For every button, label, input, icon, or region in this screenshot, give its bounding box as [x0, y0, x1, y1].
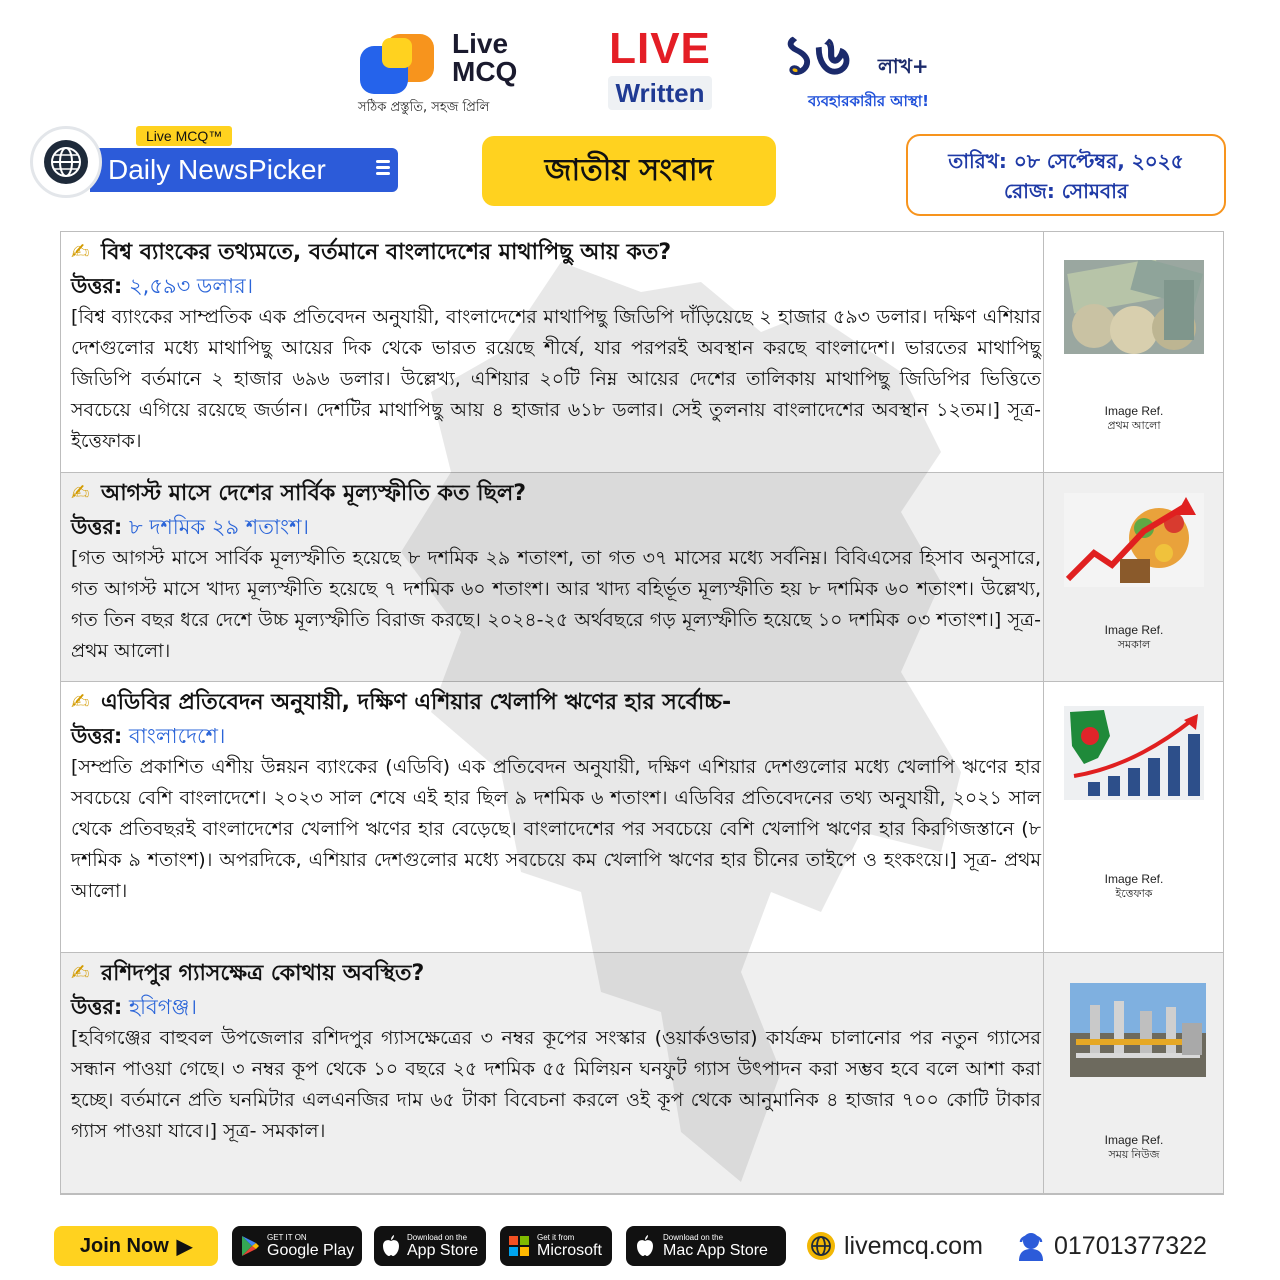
writing-hand-icon: ✍: [71, 240, 90, 265]
web-globe-icon: [806, 1231, 836, 1261]
news-row: [61, 232, 1223, 473]
answer-value: ২,৫৯৩ ডলার।: [129, 274, 254, 298]
phone-text: 01701377322: [1054, 1231, 1207, 1260]
app-store-small: Download on the: [407, 1232, 468, 1242]
newspicker-title-bar: [90, 148, 398, 192]
live-label: LIVE: [609, 24, 711, 73]
livemcq-logo-mark: [360, 34, 440, 98]
question-text: আগস্ট মাসে দেশের সার্বিক মূল্যস্ফীতি কত ছিল?: [101, 481, 526, 506]
answer-value: হবিগঞ্জ।: [129, 995, 197, 1019]
gasfield-image: [1070, 983, 1206, 1077]
apple-icon: [634, 1234, 656, 1258]
image-ref-cell: [1043, 682, 1223, 952]
date-box: [906, 134, 1226, 216]
microsoft-store-button[interactable]: [500, 1226, 612, 1266]
news-text: [71, 236, 1041, 457]
app-store-big: App Store: [407, 1241, 479, 1259]
explanation: [বিশ্ব ব্যাংকের সাম্প্রতিক এক প্রতিবেদন অনুযায়ী, বাংলাদেশের মাথাপিছু জিডিপি দাঁড়িয়েছে ২ হাজার ৫৯৩ ডলার। দক্ষিণ এশিয়ার দেশগুলোর মধ্যে মাথাপিছু আয়ের দিক থেকে ভারত রয়েছে শীর্ষে, যার পরপরই অবস্থান করছে বাংলাদেশ। ভারতের মাথাপিছু জিডিপি বর্তমানে ২ হাজার ৬৯৬ ডলার। উল্লেখ্য, এশিয়ার ২০টি নিম্ন আয়ের দেশের তালিকায় মাথাপিছু জিডিপির ভিত্তিতে সবচেয়ে এগিয়ে রয়েছে জর্ডান। দেশটির মাথাপিছু আয় ৪ হাজার ৬১৮ ডলার। সেই তুলনায় বাংলাদেশের অবস্থান ১২তম।] সূত্র-ইত্তেফাক।: [71, 306, 1041, 452]
live-written-logo: [608, 26, 712, 116]
image-ref-cell: [1043, 232, 1223, 472]
play-arrow-icon: ▶: [176, 1235, 193, 1258]
date-line: তারিখ: ০৮ সেপ্টেম্বর, ২০২৫: [948, 149, 1184, 173]
mac-app-store-big: Mac App Store: [663, 1241, 768, 1259]
image-ref: [1044, 1133, 1224, 1163]
footer: [0, 1222, 1280, 1268]
image-ref: [1044, 404, 1224, 434]
image-ref-label: Image Ref.: [1104, 404, 1164, 418]
image-ref-label: Image Ref.: [1104, 872, 1164, 886]
logo-name-line1: Live: [452, 28, 509, 59]
news-text: [71, 957, 1041, 1147]
explanation: [গত আগস্ট মাসে সার্বিক মূল্যস্ফীতি হয়েছে ৮ দশমিক ২৯ শতাংশ, তা গত ৩৭ মাসের মধ্যে সর্বনিম্ন। বিবিএসের হিসাব অনুসারে, গত আগস্ট মাসে খাদ্য মূল্যস্ফীতি হয়েছে ৭ দশমিক ৬০ শতাংশ। আর খাদ্য বহির্ভূত মূল্যস্ফীতি হয় ৮ দশমিক ৬০ শতাংশ। উল্লেখ্য, গত তিন বছর ধরে দেশে উচ্চ মূল্যস্ফীতি বিরাজ করছে। ২০২৪-২৫ অর্থবছরে গড় মূল্যস্ফীতি হয়েছে ১০ দশমিক ০৩ শতাংশ।] সূত্র- প্রথম আলো।: [71, 547, 1041, 662]
mac-app-store-button[interactable]: [626, 1226, 786, 1266]
explanation: [হবিগঞ্জের বাহুবল উপজেলার রশিদপুর গ্যাসক্ষেত্রের ৩ নম্বর কূপের সংস্কার (ওয়ার্কওভার) কার্যক্রম চালানোর পর নতুন গ্যাসের সন্ধান পাওয়া গেছে। ৩ নম্বর কূপ থেকে ১০ বছরে ২৫ দশমিক ৫৫ মিলিয়ন ঘনফুট গ্যাস উৎপাদন করা সম্ভব হবে বলে আশা করা হচ্ছে। বর্তমানে প্রতি ঘনমিটার এলএনজির দাম ৬৫ টাকা বিবেচনা করলে ওই কূপ থেকে আনুমানিক ৪ হাজার ৭০০ কোটি টাকার গ্যাস পাওয়া যাবে।] সূত্র- সমকাল।: [71, 1027, 1041, 1142]
logo-tagline: সঠিক প্রস্তুতি, সহজ প্রিলি: [358, 100, 490, 115]
google-play-icon: [240, 1234, 260, 1258]
answer-label: উত্তর:: [71, 515, 123, 539]
news-table: [60, 231, 1224, 1195]
news-text: [71, 477, 1041, 667]
image-ref-source: প্রথম আলো: [1107, 420, 1161, 432]
answer: [71, 991, 1041, 1023]
users-suffix: লাখ+: [878, 54, 929, 78]
answer-label: উত্তর:: [71, 724, 123, 748]
mac-app-store-small: Download on the: [663, 1232, 724, 1242]
website-text: livemcq.com: [844, 1231, 983, 1260]
daily-newspicker-badge: [30, 126, 402, 198]
answer-label: উত্তর:: [71, 274, 123, 298]
apple-icon: [382, 1234, 400, 1258]
money-image: [1064, 260, 1204, 354]
answer-value: ৮ দশমিক ২৯ শতাংশ।: [129, 515, 310, 539]
image-ref: [1044, 872, 1224, 902]
support-agent-icon: [1016, 1230, 1046, 1262]
writing-hand-icon: ✍: [71, 961, 90, 986]
image-ref-cell: [1043, 473, 1223, 681]
answer: [71, 270, 1041, 302]
question-text: রশিদপুর গ্যাসক্ষেত্র কোথায় অবস্থিত?: [101, 961, 425, 986]
image-ref-label: Image Ref.: [1104, 623, 1164, 637]
globe-icon: [30, 126, 102, 198]
answer: [71, 511, 1041, 543]
users-count: ১৬: [782, 25, 850, 86]
microsoft-small: Get it from: [537, 1232, 575, 1242]
livemcq-logo: [356, 28, 546, 118]
answer-label: উত্তর:: [71, 995, 123, 1019]
question: [71, 236, 1041, 270]
category-title: জাতীয় সংবাদ: [482, 136, 776, 206]
loan-growth-image: [1064, 706, 1204, 800]
newspicker-tm-label: Live MCQ™: [136, 126, 232, 146]
question-text: এডিবির প্রতিবেদন অনুযায়ী, দক্ষিণ এশিয়ার খেলাপি ঋণের হার সর্বোচ্চ-: [101, 690, 732, 715]
image-ref: [1044, 623, 1224, 653]
image-ref-source: সময় নিউজ: [1108, 1149, 1160, 1161]
writing-hand-icon: ✍: [71, 690, 90, 715]
newspicker-title: Daily NewsPicker: [108, 154, 326, 185]
microsoft-icon: [508, 1234, 530, 1258]
join-now-button[interactable]: [54, 1226, 218, 1266]
news-row: [61, 473, 1223, 682]
image-ref-source: সমকাল: [1117, 639, 1151, 651]
question: [71, 686, 1041, 720]
question: [71, 477, 1041, 511]
question: [71, 957, 1041, 991]
menu-lines-icon: [376, 160, 390, 178]
written-label: Written: [608, 76, 712, 110]
day-line: রোজ: সোমবার: [1004, 179, 1128, 203]
image-ref-cell: [1043, 953, 1223, 1193]
answer: [71, 720, 1041, 752]
join-now-label: Join Now: [79, 1234, 169, 1257]
news-row: [61, 953, 1223, 1194]
app-store-button[interactable]: [374, 1226, 486, 1266]
news-text: [71, 686, 1041, 907]
image-ref-label: Image Ref.: [1104, 1133, 1164, 1147]
writing-hand-icon: ✍: [71, 481, 90, 506]
google-play-big: Google Play: [267, 1241, 355, 1259]
explanation: [সম্প্রতি প্রকাশিত এশীয় উন্নয়ন ব্যাংকের (এডিবি) এক প্রতিবেদন অনুযায়ী, দক্ষিণ এশিয়ার দেশগুলোর মধ্যে খেলাপি ঋণের হার সবচেয়ে বেশি বাংলাদেশে। ২০২৩ সাল শেষে এই হার ছিল ৯ দশমিক ৬ শতাংশ। এডিবির প্রতিবেদনের তথ্য অনুযায়ী, ২০২১ সাল থেকে প্রতিবছরই বাংলাদেশের খেলাপি ঋণের হার বেড়েছে। বাংলাদেশের পর সবচেয়ে বেশি খেলাপি ঋণের হার কিরগিজস্তানে (৮ দশমিক ৯ শতাংশ)। অপরদিকে, এশিয়ার দেশগুলোর মধ্যে সবচেয়ে কম খেলাপি ঋণের হার চীনের তাইপে ও হংকংয়ে।] সূত্র- প্রথম আলো।: [71, 756, 1041, 902]
website-link[interactable]: [806, 1228, 983, 1264]
news-row: [61, 682, 1223, 953]
users-trust-text: ব্যবহারকারীর আস্থা!: [808, 92, 930, 110]
phone-link[interactable]: [1016, 1228, 1207, 1264]
image-ref-source: ইত্তেফাক: [1115, 888, 1153, 900]
google-play-button[interactable]: [232, 1226, 362, 1266]
logo-name-line2: MCQ: [452, 56, 518, 87]
livemcq-logo-name: [452, 30, 517, 86]
microsoft-big: Microsoft: [537, 1241, 602, 1259]
google-play-small: GET IT ON: [267, 1232, 307, 1242]
answer-value: বাংলাদেশে।: [129, 724, 226, 748]
question-text: বিশ্ব ব্যাংকের তথ্যমতে, বর্তমানে বাংলাদেশের মাথাপিছু আয় কত?: [101, 240, 672, 265]
users-badge: [782, 26, 962, 116]
inflation-image: [1064, 493, 1204, 587]
